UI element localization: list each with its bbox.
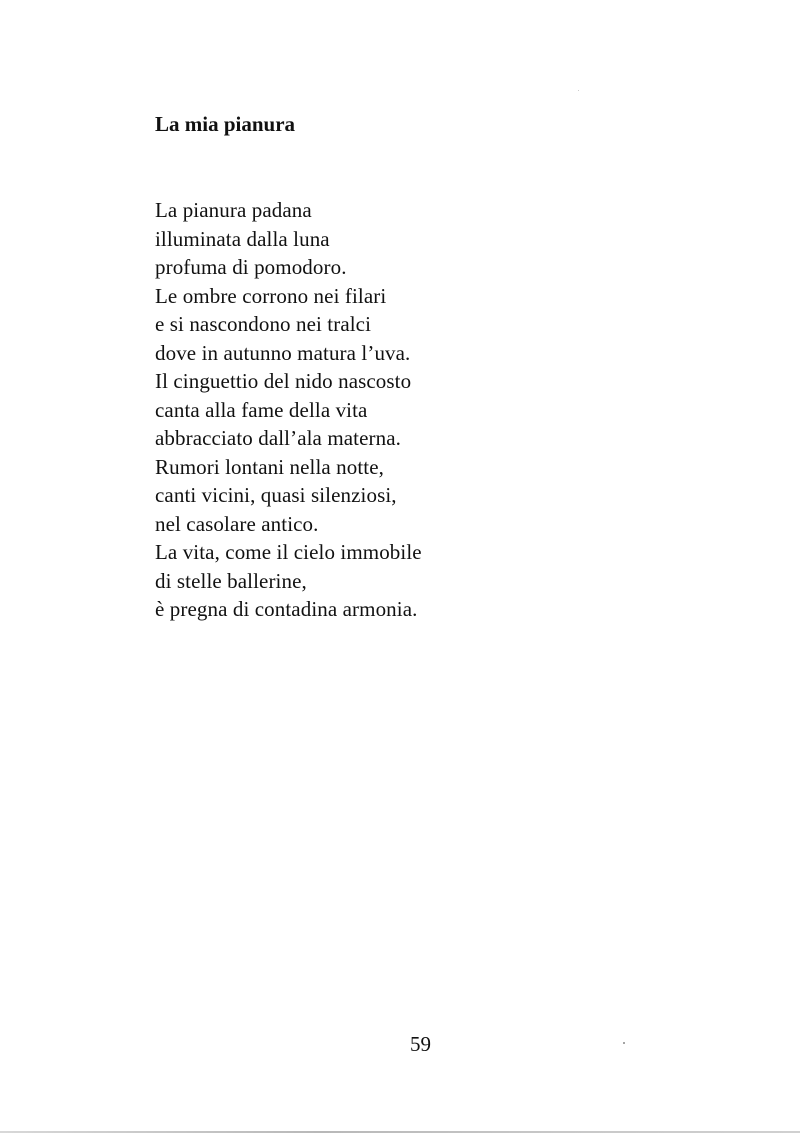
poem-line: abbracciato dall’ala materna. xyxy=(155,426,401,450)
poem-line: Il cinguettio del nido nascosto xyxy=(155,369,412,393)
poem-line: nel casolare antico. xyxy=(155,511,319,536)
poem-line: di stelle ballerine, xyxy=(155,568,307,593)
poem-line: è pregna di contadina armonia. xyxy=(155,597,418,621)
poem-line: profuma di pomodoro. xyxy=(155,255,347,279)
poem-line: e si nascondono nei tralci xyxy=(155,312,372,336)
poem-line: La vita, come il cielo immobile xyxy=(155,540,422,564)
poem-line: dove in autunno matura l’uva. xyxy=(155,340,411,365)
page-number: 59 xyxy=(410,1032,431,1056)
poem-line: illuminata dalla luna xyxy=(155,226,330,251)
scan-bottom-edge xyxy=(0,1131,800,1133)
poem-line: canta alla fame della vita xyxy=(155,397,368,422)
poem-body xyxy=(155,196,422,624)
poem-line: La pianura padana xyxy=(155,198,312,222)
scan-speck xyxy=(623,1042,625,1044)
scan-speck xyxy=(578,90,579,91)
poem-line: Le ombre corrono nei filari xyxy=(155,283,387,308)
poem-title: La mia pianura xyxy=(155,112,296,136)
poem-line: Rumori lontani nella notte, xyxy=(155,454,384,479)
poem-line: canti vicini, quasi silenziosi, xyxy=(155,483,397,507)
